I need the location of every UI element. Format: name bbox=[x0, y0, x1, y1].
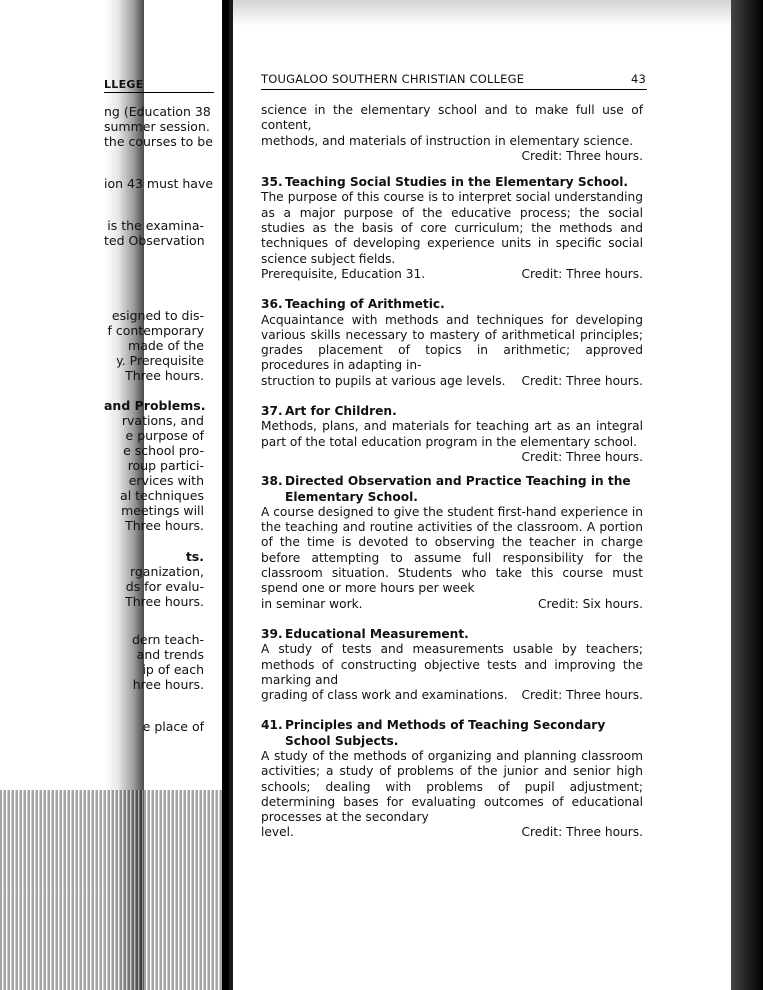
course-description: A study of tests and measurements usable by teachers; methods of constructing objective tests and improving the marking and bbox=[261, 642, 643, 687]
left-page-line: Three hours. bbox=[125, 368, 204, 383]
course-prerequisite: Prerequisite, Education 31. bbox=[261, 266, 426, 281]
course-description: A study of the methods of organizing and planning classroom activities; a study of problems of the junior and senior high schools; dealing with problems of pupil adjustment; determining bases for evaluating outcomes of educational processes at the secondary bbox=[261, 748, 643, 825]
header-rule bbox=[261, 89, 647, 90]
course-36 bbox=[261, 297, 643, 389]
course-number: 36. bbox=[261, 297, 283, 312]
left-page-line: meetings will bbox=[121, 503, 204, 518]
left-page-line: y. Prerequisite bbox=[116, 353, 204, 368]
page-header-title: TOUGALOO SOUTHERN CHRISTIAN COLLEGE bbox=[261, 72, 525, 86]
left-page-line: made of the bbox=[128, 338, 204, 353]
course-number: 38. bbox=[261, 474, 283, 489]
course-title bbox=[261, 297, 643, 312]
course-final-line bbox=[261, 374, 643, 389]
course-number: 39. bbox=[261, 626, 283, 641]
left-running-head: LLEGE bbox=[104, 78, 144, 91]
course-41 bbox=[261, 718, 643, 840]
course-credit: Credit: Six hours. bbox=[538, 596, 643, 611]
course-final-line bbox=[261, 688, 643, 703]
left-page-line: Three hours. bbox=[125, 594, 204, 609]
scan-right-edge bbox=[731, 0, 763, 990]
course-38 bbox=[261, 474, 643, 612]
course-name: Principles and Methods of Teaching Secondary School Subjects. bbox=[285, 718, 606, 748]
intro-credit: Credit: Three hours. bbox=[521, 148, 643, 163]
course-last-line: in seminar work. bbox=[261, 596, 363, 611]
left-page-line: e school pro- bbox=[123, 443, 204, 458]
course-final-line bbox=[261, 267, 643, 282]
left-page-line: e place of bbox=[142, 719, 204, 734]
course-description: Methods, plans, and materials for teaching art as an integral part of the total education program in the elementary school. bbox=[261, 419, 643, 449]
binding-edge bbox=[0, 790, 222, 990]
course-number: 35. bbox=[261, 175, 283, 190]
left-page-line: ion 43 must have bbox=[104, 176, 214, 191]
left-page-line: rganization, bbox=[129, 564, 204, 579]
left-page-line: summer session. bbox=[104, 119, 210, 134]
course-credit: Credit: Three hours. bbox=[521, 373, 643, 388]
course-description: A course designed to give the student first-hand experience in the teaching and routine activities of the classroom. A portion of the time is devoted to observing the teacher in charge before attempting to assume full responsibility for the classroom situation. Students who take this course must spend one or more hours per week bbox=[261, 504, 643, 596]
left-page-line: dern teach- bbox=[132, 632, 204, 647]
running-head bbox=[261, 72, 646, 86]
left-page-line: rvations, and bbox=[121, 413, 204, 428]
main-page bbox=[229, 0, 735, 990]
course-credit: Credit: Three hours. bbox=[521, 825, 643, 840]
left-facing-page bbox=[0, 0, 222, 990]
left-page-line: esigned to dis- bbox=[111, 308, 204, 323]
course-number: 41. bbox=[261, 718, 283, 733]
course-title bbox=[261, 718, 643, 749]
course-description: Acquaintance with methods and techniques for developing various skills necessary to mastery of arithmetical principles; grades placement of topics in arithmetic; approved procedures in adapting in- bbox=[261, 312, 643, 373]
course-name: Directed Observation and Practice Teaching in the Elementary School. bbox=[285, 474, 631, 504]
left-page-line: hree hours. bbox=[132, 677, 204, 692]
course-number: 37. bbox=[261, 404, 283, 419]
page-top-shadow bbox=[233, 0, 735, 26]
course-name: Teaching Social Studies in the Elementary School. bbox=[285, 175, 629, 190]
course-description: The purpose of this course is to interpret social understanding as a major purpose of the educative process; the social studies as the basis of core curriculum; the methods and techniques of developing experience units in specific social science subject fields. bbox=[261, 190, 643, 266]
left-page-line: ng (Education 38 bbox=[104, 104, 211, 119]
course-last-line: struction to pupils at various age levels. bbox=[261, 373, 506, 388]
course-final-line bbox=[261, 825, 643, 840]
course-last-line: grading of class work and examinations. bbox=[261, 688, 508, 703]
intro-line-1: science in the elementary school and to make full use of content, bbox=[261, 103, 643, 133]
course-credit: Credit: Three hours. bbox=[521, 688, 643, 703]
course-last-line: level. bbox=[261, 825, 294, 840]
course-credit: Credit: Three hours. bbox=[521, 266, 643, 281]
course-title bbox=[261, 627, 643, 642]
left-page-line: is the examina- bbox=[107, 218, 204, 233]
left-page-line: and Problems. bbox=[104, 398, 206, 413]
course-name: Educational Measurement. bbox=[285, 626, 469, 641]
left-page-line: ds for evalu- bbox=[125, 579, 204, 594]
left-page-line: e purpose of bbox=[125, 428, 204, 443]
page-number: 43 bbox=[630, 72, 646, 86]
course-name: Art for Children. bbox=[285, 404, 397, 419]
left-page-line: al techniques bbox=[120, 488, 204, 503]
course-title bbox=[261, 474, 643, 505]
left-page-line: the courses to be bbox=[104, 134, 213, 149]
left-page-line: roup partici- bbox=[127, 458, 204, 473]
page-content bbox=[261, 103, 643, 841]
course-title bbox=[261, 175, 643, 190]
course-final-line bbox=[261, 597, 643, 612]
course-37 bbox=[261, 404, 643, 465]
course-title bbox=[261, 404, 643, 419]
left-page-line: ip of each bbox=[142, 662, 204, 677]
left-page-line: ted Observation bbox=[104, 233, 205, 248]
left-page-line: f contemporary bbox=[107, 323, 204, 338]
left-page-line: Three hours. bbox=[125, 518, 204, 533]
intro-line-2: methods, and materials of instruction in elementary science. bbox=[261, 133, 634, 148]
course-credit: Credit: Three hours. bbox=[521, 449, 643, 464]
course-35 bbox=[261, 175, 643, 282]
left-page-line: ervices with bbox=[128, 473, 204, 488]
course-39 bbox=[261, 627, 643, 703]
course-name: Teaching of Arithmetic. bbox=[285, 297, 445, 312]
left-header-rule bbox=[104, 92, 214, 93]
left-page-line: and trends bbox=[136, 647, 204, 662]
left-page-line: ts. bbox=[185, 549, 204, 564]
